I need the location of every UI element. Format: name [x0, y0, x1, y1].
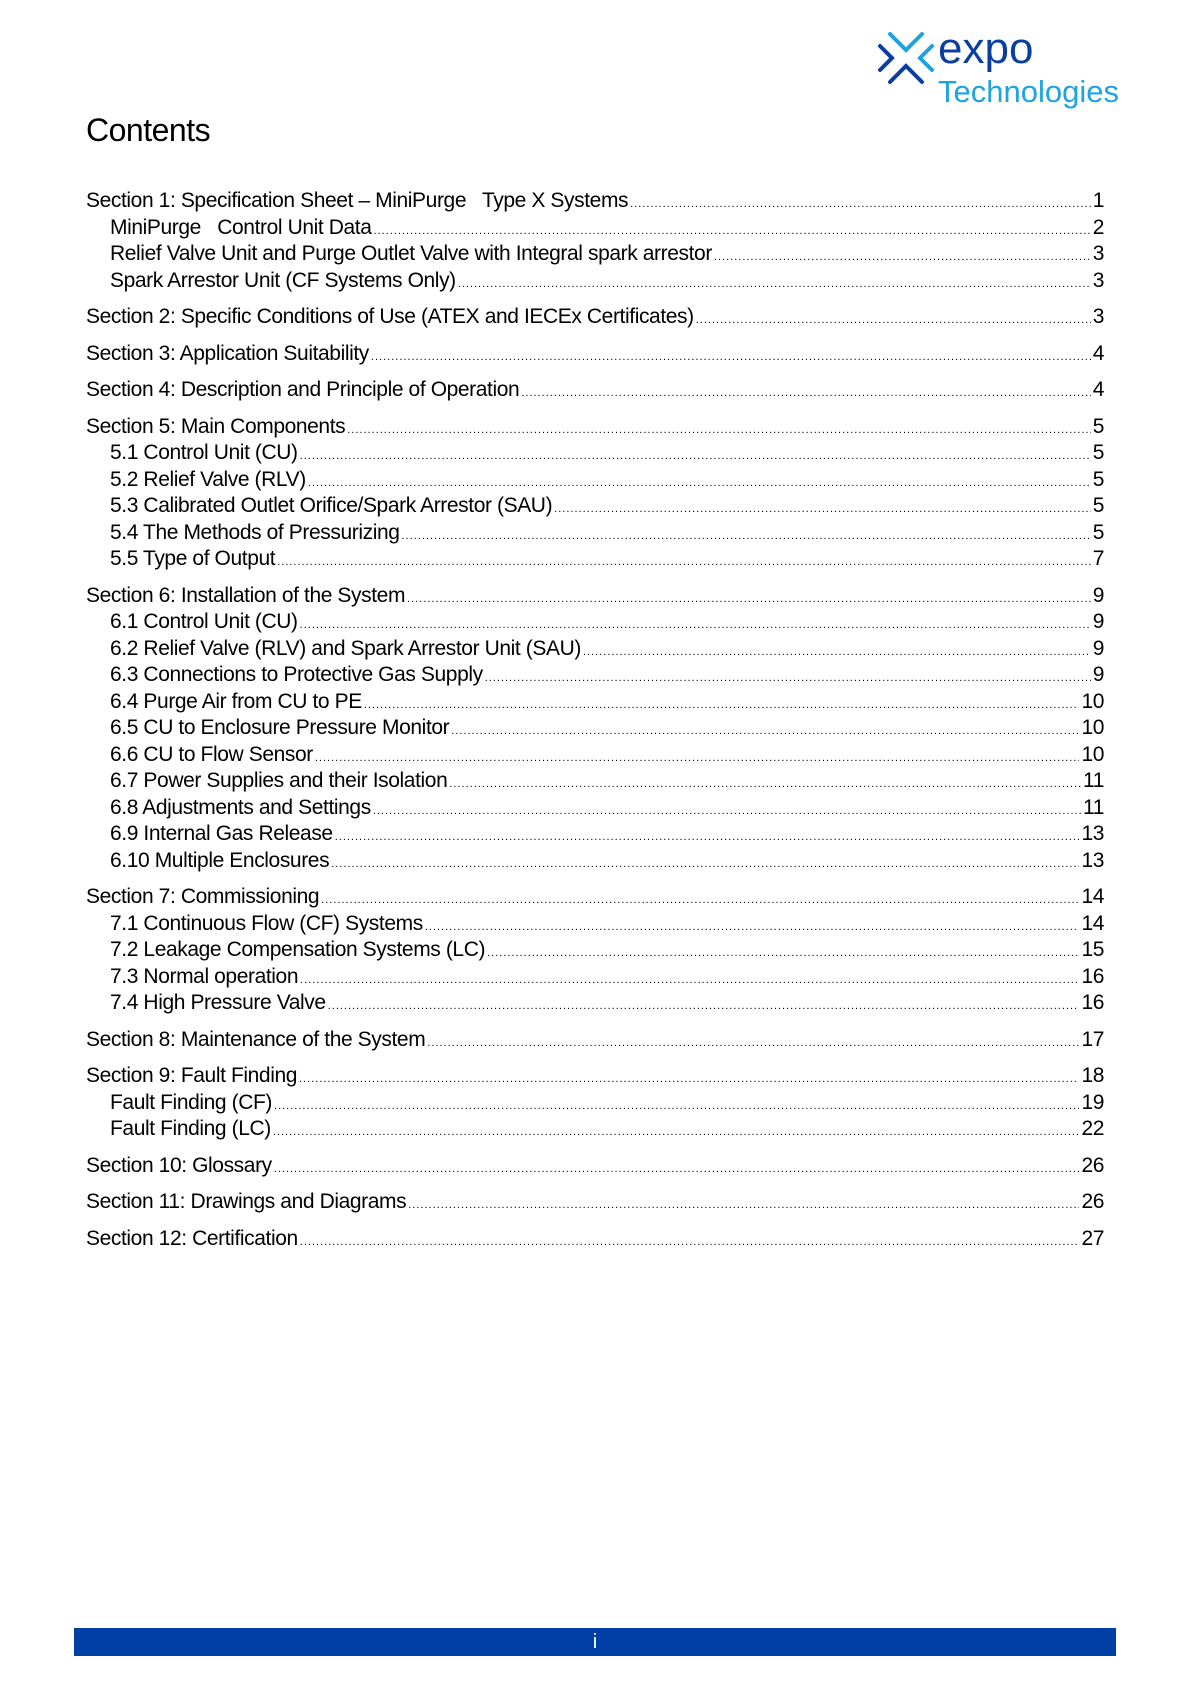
toc-entry-label: Section 6: Installation of the System	[86, 583, 406, 607]
dot-leader	[458, 271, 1091, 298]
dot-leader	[300, 1229, 1080, 1256]
toc-entry-page: 26	[1081, 1153, 1104, 1177]
dot-leader	[328, 993, 1080, 1020]
dot-leader	[583, 639, 1091, 666]
toc-section-entry[interactable]	[86, 1027, 1104, 1054]
dot-leader	[402, 523, 1091, 550]
page-title: Contents	[86, 112, 211, 148]
dot-leader	[485, 665, 1091, 692]
toc-entry-label: 6.10 Multiple Enclosures	[110, 848, 330, 872]
dot-leader	[300, 443, 1091, 470]
toc-entry-label: Section 12: Certification	[86, 1226, 298, 1250]
logo-brand: expo	[938, 24, 1034, 73]
dot-leader	[371, 344, 1091, 371]
dot-leader	[299, 1066, 1079, 1093]
toc-entry-label: 7.1 Continuous Flow (CF) Systems	[110, 911, 423, 935]
toc-entry-label: 5.3 Calibrated Outlet Orifice/Spark Arrestor (SAU)	[110, 494, 553, 517]
toc-entry-label: Section 5: Main Components	[86, 414, 346, 438]
toc-subsection-entry[interactable]	[86, 520, 1104, 547]
dot-leader	[554, 496, 1091, 523]
dot-leader	[300, 967, 1079, 994]
toc-subsection-entry[interactable]	[86, 493, 1104, 520]
toc-entry-page: 26	[1081, 1190, 1104, 1213]
toc-subsection-entry[interactable]	[86, 1116, 1104, 1143]
dot-leader	[696, 307, 1091, 334]
toc-subsection-entry[interactable]	[86, 937, 1104, 964]
toc-entry-label: MiniPurge Control Unit Data	[110, 215, 372, 239]
toc-entry-label: Relief Valve Unit and Purge Outlet Valve with Integral spark arrestor	[110, 242, 712, 265]
toc-entry-page: 9	[1092, 663, 1104, 686]
dot-leader	[373, 798, 1081, 825]
toc-entry-page: 4	[1092, 341, 1104, 365]
toc-entry-label: 5.1 Control Unit (CU)	[110, 441, 298, 464]
dot-leader	[714, 244, 1091, 271]
toc-section-entry[interactable]	[86, 414, 1104, 441]
toc-subsection-entry[interactable]	[86, 215, 1104, 242]
dot-leader	[451, 718, 1079, 745]
dot-leader	[277, 549, 1091, 576]
toc-section-entry[interactable]	[86, 1153, 1104, 1180]
dot-leader	[273, 1119, 1080, 1146]
toc-section-entry[interactable]	[86, 1063, 1104, 1090]
toc-subsection-entry[interactable]	[86, 268, 1104, 295]
toc-section-entry[interactable]	[86, 304, 1104, 331]
toc-subsection-entry[interactable]	[86, 795, 1104, 822]
toc-entry-page: 19	[1081, 1090, 1104, 1114]
toc-entry-label: 6.7 Power Supplies and their Isolation	[110, 769, 448, 792]
toc-subsection-entry[interactable]	[86, 609, 1104, 636]
toc-section-entry[interactable]	[86, 884, 1104, 911]
dot-leader	[331, 851, 1079, 878]
toc-subsection-entry[interactable]	[86, 440, 1104, 467]
logo-x-icon	[876, 28, 936, 88]
toc-section-entry[interactable]	[86, 1189, 1104, 1216]
toc-entry-page: 16	[1081, 964, 1104, 988]
toc-subsection-entry[interactable]	[86, 1090, 1104, 1117]
toc-subsection-entry[interactable]	[86, 636, 1104, 663]
toc-entry-page: 3	[1092, 268, 1104, 292]
toc-entry-label: Section 7: Commissioning	[86, 885, 320, 908]
table-of-contents	[86, 188, 1104, 1252]
dot-leader	[347, 417, 1090, 444]
toc-entry-page: 3	[1092, 305, 1104, 328]
dot-leader	[364, 692, 1080, 719]
toc-entry-label: 7.4 High Pressure Valve	[110, 991, 326, 1014]
toc-subsection-entry[interactable]	[86, 715, 1104, 742]
toc-entry-label: 5.4 The Methods of Pressurizing	[110, 520, 400, 544]
toc-entry-page: 9	[1092, 610, 1104, 633]
toc-subsection-entry[interactable]	[86, 742, 1104, 769]
dot-leader	[407, 586, 1091, 613]
toc-entry-label: 5.5 Type of Output	[110, 547, 276, 570]
toc-entry-page: 17	[1081, 1027, 1104, 1051]
toc-entry-page: 10	[1081, 742, 1104, 766]
toc-entry-page: 5	[1092, 414, 1104, 438]
toc-subsection-entry[interactable]	[86, 768, 1104, 795]
toc-entry-label: 6.1 Control Unit (CU)	[110, 610, 298, 633]
toc-entry-page: 1	[1092, 189, 1104, 212]
toc-entry-label: Section 10: Glossary	[86, 1153, 272, 1177]
toc-subsection-entry[interactable]	[86, 821, 1104, 848]
toc-entry-page: 10	[1081, 689, 1104, 713]
toc-entry-label: Section 8: Maintenance of the System	[86, 1027, 426, 1051]
toc-entry-label: 6.2 Relief Valve (RLV) and Spark Arrestor Unit (SAU)	[110, 636, 581, 660]
toc-entry-label: 6.3 Connections to Protective Gas Supply	[110, 663, 483, 686]
logo-subtitle: Technologies	[938, 74, 1119, 109]
toc-entry-page: 9	[1092, 636, 1104, 660]
dot-leader	[487, 940, 1079, 967]
toc-entry-label: 6.8 Adjustments and Settings	[110, 795, 371, 819]
toc-entry-page: 11	[1083, 795, 1104, 819]
dot-leader	[335, 824, 1080, 851]
toc-entry-label: Section 3: Application Suitability	[86, 341, 369, 365]
toc-entry-label: Section 9: Fault Finding	[86, 1064, 298, 1087]
toc-entry-label: 6.5 CU to Enclosure Pressure Monitor	[110, 716, 450, 739]
toc-entry-label: Fault Finding (CF)	[110, 1090, 273, 1114]
toc-entry-label: 7.3 Normal operation	[110, 964, 299, 988]
toc-entry-page: 14	[1081, 885, 1104, 908]
toc-entry-label: 6.6 CU to Flow Sensor	[110, 742, 313, 766]
page-number: i	[592, 1631, 598, 1653]
toc-entry-page: 3	[1092, 242, 1104, 265]
toc-entry-page: 10	[1081, 716, 1104, 739]
toc-subsection-entry[interactable]	[86, 467, 1104, 494]
page-footer-bar	[74, 1628, 1116, 1656]
toc-entry-page: 5	[1092, 467, 1104, 491]
toc-entry-page: 13	[1081, 822, 1104, 845]
dot-leader	[630, 191, 1091, 218]
toc-subsection-entry[interactable]	[86, 689, 1104, 716]
toc-entry-page: 5	[1092, 441, 1104, 464]
toc-section-entry[interactable]	[86, 188, 1104, 215]
toc-entry-page: 7	[1092, 547, 1104, 570]
toc-entry-label: Spark Arrestor Unit (CF Systems Only)	[110, 268, 456, 292]
toc-entry-label: Fault Finding (LC)	[110, 1117, 271, 1140]
toc-entry-page: 15	[1081, 938, 1104, 961]
toc-entry-page: 18	[1081, 1064, 1104, 1087]
toc-entry-label: 6.9 Internal Gas Release	[110, 822, 333, 845]
toc-entry-page: 5	[1092, 520, 1104, 544]
dot-leader	[274, 1093, 1079, 1120]
toc-subsection-entry[interactable]	[86, 662, 1104, 689]
toc-section-entry[interactable]	[86, 583, 1104, 610]
toc-entry-page: 16	[1081, 991, 1104, 1014]
toc-subsection-entry[interactable]	[86, 964, 1104, 991]
toc-entry-page: 14	[1081, 911, 1104, 935]
toc-entry-label: Section 11: Drawings and Diagrams	[86, 1190, 407, 1213]
dot-leader	[425, 914, 1080, 941]
toc-entry-label: 7.2 Leakage Compensation Systems (LC)	[110, 938, 486, 961]
toc-entry-label: Section 2: Specific Conditions of Use (ATEX and IECEx Certificates)	[86, 305, 694, 328]
toc-section-entry[interactable]	[86, 377, 1104, 404]
toc-entry-page: 13	[1081, 848, 1104, 872]
dot-leader	[274, 1156, 1080, 1183]
dot-leader	[321, 887, 1079, 914]
toc-subsection-entry[interactable]	[86, 990, 1104, 1017]
toc-entry-page: 2	[1092, 215, 1104, 239]
toc-section-entry[interactable]	[86, 1226, 1104, 1253]
toc-entry-label: Section 1: Specification Sheet – MiniPurge Type X Systems	[86, 189, 629, 212]
toc-subsection-entry[interactable]	[86, 911, 1104, 938]
toc-entry-page: 9	[1092, 583, 1104, 607]
dot-leader	[427, 1030, 1079, 1057]
toc-subsection-entry[interactable]	[86, 848, 1104, 875]
toc-entry-label: Section 4: Description and Principle of Operation	[86, 378, 520, 401]
toc-entry-page: 11	[1083, 769, 1104, 792]
toc-subsection-entry[interactable]	[86, 241, 1104, 268]
toc-subsection-entry[interactable]	[86, 546, 1104, 573]
expo-technologies-logo	[876, 24, 1119, 114]
dot-leader	[449, 771, 1081, 798]
dot-leader	[521, 380, 1090, 407]
toc-entry-page: 22	[1081, 1117, 1104, 1140]
toc-entry-page: 5	[1092, 494, 1104, 517]
toc-entry-label: 6.4 Purge Air from CU to PE	[110, 689, 362, 713]
toc-entry-label: 5.2 Relief Valve (RLV)	[110, 467, 306, 491]
toc-section-entry[interactable]	[86, 341, 1104, 368]
toc-entry-page: 27	[1081, 1226, 1104, 1250]
dot-leader	[408, 1192, 1079, 1219]
toc-entry-page: 4	[1092, 378, 1104, 401]
